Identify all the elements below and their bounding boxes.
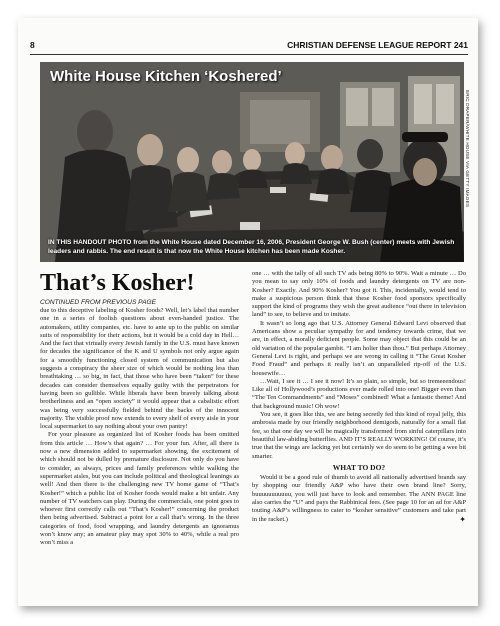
news-photo [40,62,464,262]
photo-caption: IN THIS HANDOUT PHOTO from the White House dated December 16, 2006, President George W. Bush (center) meets with Jewish leaders and rabbis. The end result is that now the White House kitchen has been made Kosher. [48,239,455,255]
article-right-column [252,270,466,524]
section-subhead: WHAT TO DO? [332,462,386,472]
article-paragraph: It wasn’t so long ago that U.S. Attorney General Edward Levi observed that Americans show a peculiar sympathy for and tendency towards crime, that we are, in effect, a morally deficient people. Some may object that this could be an old variation of the popular gambit. “I am holier than thou.” But perhaps Attorney General Levi is right, and perhaps we are wrong in calling it “The Great Kosher Food Fraud” and perhaps it really isn’t an unparalleled rip-off of the U.S. housewife… [252,319,466,377]
article-paragraph: You see, it goes like this, we are being secretly fed this kind of royal jelly, this ambrosia made by our friendly neighborhood demigods, naturally for a small flat fee, so that one day we will be magically transformed from sinful caterpillars into beautiful law-abiding butterflies. AND IT’S REALLY WORKING! Of course, it’s true that the wings are lacking yet but certainly we do seem to be getting a wee bit smarter. [252,411,466,460]
article-left-column [40,270,239,548]
closing-paragraph [252,474,466,524]
continued-note: CONTINUED FROM PREVIOUS PAGE [40,299,157,306]
end-mark-icon: ✦ [459,514,466,524]
article-headline: That’s Kosher! [40,270,195,296]
photo-credit: ERIC DRAPER/WHITE HOUSE VIA GETTY IMAGES [465,90,470,208]
photo-title: White House Kitchen ‘Koshered’ [50,68,282,85]
article-paragraph: For your pleasure as organized list of Kosher foods has been omitted from this article … How’s that again? … For your fun. After, all there is now a new dimension added to supermarket showing, the excitement of which should not be dulled by premature disclosure. Not only do you have to consider, as always, prices and family preferences while walking the supermarket aisles, but you can include political and theological leanings as well! And then there is the challenging new TV home game of “That’s Kosher!” which a public list of Kosher foods would make a bit unfair. Any number of TV watchers can play. During the commercials, one point goes to whoever first correctly calls out “That’s Kosher!” concerning the product then being advertised. Subtract a point for a call that’s wrong. In the three categories of food, food wrapping, and laundry detergents an ignoramus won’t know any; an amateur play may spot 30% to 40%, while a real pro won’t miss a [40,431,239,547]
newsletter-page [18,18,478,606]
article-paragraph: …Wait, I see it … I see it now! It’s so plain, so simple, but so tremeeendous! Like all of Hollywood’s productions ever made rolled into one! Bigger even than “The Ten Commandments” and “Moses” combined! What a fantastic theme! And that background music! Oh wow! [252,377,466,410]
header-rule [30,54,468,55]
running-title: CHRISTIAN DEFENSE LEAGUE REPORT 241 [287,40,468,50]
page-number: 8 [30,40,35,50]
page-header [30,40,468,52]
article-paragraph: one … with the tally of all such TV ads being 80% to 90%. Wait a minute … Do you mean to say only 10% of foods and laundry detergents on TV are non-Kosher? Exactly. And 90% Kosher? You got it. This, incidentally, would tend to make a suspicious person think that these Kosher food sponsors specifically support the kind of programs they wish the great audience “out there in television land” to see, to believe and to imitate. [252,270,466,319]
closing-text: Would it be a good rule of thumb to avoid all nationally advertised brands say by shopping our friendly A&P who have their own brand line? Sorry, buuuuuuuuuuu, you will just have to look and remember. The ANN PAGE line also carries the “U” and pays the Rabbinical fees. (See page 10 for an ad for A&P touting A&P’s willingness to cater to “kosher sensitive” customers and take part in the racket.) [252,474,466,523]
article-paragraph: due to this deceptive labeling of Kosher foods? Well, let’s label that number one in a series of foolish questions about even-handed justice. The automakers, utility companies, etc. have to ante up to the public on similar suits of responsibility for their actions, but it would be a cold day in Hell…And the fact that virtually every Jewish family in the U.S. must have known for decades the significance of the K and U symbols not only argue again for a smoothly functioning closed system of communication but also suggests a conspiracy the sheer size of which would be nothing less than breathtaking … so big, in fact, that those who have been “taken” for these decades can consider themselves equally guilty with the perpetrators for having been so gullible. While liberals have been bravely talking about brotherliness and an “open society” it would appear that a cabalistic effort was being very successfully fielded behind the backs of the innocent majority. The visible proof now extends to every shelf of every aisle in your local supermarket to say nothing about your own pantry! [40,307,239,431]
meeting-scene-illustration [40,62,464,262]
